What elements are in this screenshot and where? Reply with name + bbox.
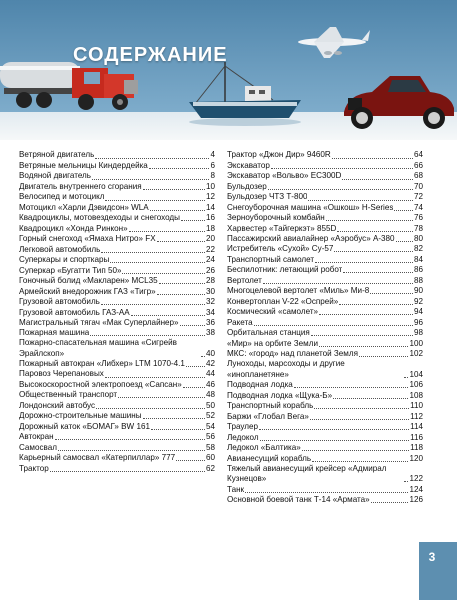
- toc-entry-page: 110: [410, 401, 423, 411]
- toc-entry-page: 30: [205, 286, 215, 296]
- toc-entry-page: 90: [413, 286, 423, 296]
- toc-entry-title: «Мир» на орбите Земли: [227, 338, 318, 348]
- toc-entry-page: 18: [205, 223, 215, 233]
- page-number: 3: [428, 550, 436, 564]
- toc-entry-title: Транспортный корабль: [227, 401, 314, 411]
- toc-entry-title: Трактор: [19, 463, 49, 473]
- toc-entry[interactable]: [19, 463, 215, 474]
- toc-dot-leader: [131, 315, 205, 316]
- toc-entry-title: Паровоз Черепановых: [19, 369, 104, 379]
- toc-entry[interactable]: [227, 286, 423, 297]
- toc-dot-leader: [359, 356, 409, 357]
- toc-dot-leader: [310, 419, 409, 420]
- toc-entry-title: Истребитель «Сухой» Су-57: [227, 244, 334, 254]
- toc-entry-title: Пожарно-спасательная машина «Сигрейв Эрайлскоп»: [19, 338, 177, 358]
- toc-entry-title: Подводная лодка «Щука-Б»: [227, 390, 333, 400]
- toc-left-column: [19, 150, 215, 474]
- toc-entry[interactable]: [19, 390, 215, 401]
- toc-entry[interactable]: [19, 244, 215, 255]
- toc-entry-title: Авианесущий корабль: [227, 453, 312, 463]
- header-banner: [0, 0, 457, 140]
- toc-entry-title: Беспилотник: летающий робот: [227, 265, 343, 275]
- toc-entry-page: 28: [205, 276, 215, 285]
- toc-entry[interactable]: [19, 400, 215, 411]
- toc-dot-leader: [271, 168, 413, 169]
- toc-dot-leader: [101, 304, 205, 305]
- toc-entry-title: Гоночный болид «Макларен» MCL35: [19, 276, 158, 285]
- toc-entry-page: 20: [205, 234, 215, 243]
- toc-entry-page: 98: [413, 328, 423, 338]
- toc-entry-title: Ледокол «Балтика»: [227, 443, 301, 453]
- toc-entry-page: 74: [413, 202, 423, 212]
- toc-entry-title: Транспортный самолет: [227, 254, 315, 264]
- toc-entry-page: 36: [205, 317, 215, 327]
- toc-dot-leader: [96, 408, 205, 409]
- toc-entry-page: 86: [413, 265, 423, 275]
- toc-entry-page: 72: [413, 192, 423, 202]
- toc-entry[interactable]: [19, 421, 215, 432]
- toc-entry[interactable]: [227, 265, 423, 276]
- toc-entry-page: 68: [413, 171, 423, 181]
- toc-entry-page: 84: [413, 254, 423, 264]
- toc-dot-leader: [371, 502, 409, 503]
- toc-entry[interactable]: [227, 390, 423, 401]
- toc-entry[interactable]: [227, 401, 423, 412]
- toc-dot-leader: [58, 450, 205, 451]
- toc-dot-leader: [337, 231, 413, 232]
- toc-entry[interactable]: [227, 192, 423, 203]
- toc-entry-page: 38: [205, 328, 215, 338]
- toc-dot-leader: [333, 398, 408, 399]
- toc-entry-title: Бульдозер: [227, 181, 267, 191]
- toc-entry[interactable]: [19, 192, 215, 203]
- toc-dot-leader: [176, 460, 205, 461]
- toc-dot-leader: [263, 283, 413, 284]
- toc-entry-page: 52: [205, 411, 215, 421]
- toc-entry-title: Трактор «Джон Дир» 9460R: [227, 150, 331, 160]
- toc-entry-page: 122: [409, 474, 423, 484]
- toc-entry-page: 116: [410, 432, 423, 442]
- toc-entry-title: Пожарная машина: [19, 328, 90, 338]
- toc-entry[interactable]: [19, 171, 215, 182]
- toc-entry-page: 120: [409, 453, 423, 463]
- toc-entry-page: 26: [205, 265, 215, 275]
- toc-entry-page: 14: [205, 202, 215, 212]
- toc-entry-page: 24: [205, 255, 215, 264]
- toc-dot-leader: [150, 210, 205, 211]
- toc-entry[interactable]: [227, 182, 423, 193]
- toc-dot-leader: [118, 397, 205, 398]
- toc-dot-leader: [149, 168, 210, 169]
- toc-entry-title: МКС: «город» над планетой Земля: [227, 349, 358, 359]
- toc-entry-title: Суперкары и спорткары: [19, 255, 110, 264]
- toc-entry-title: Космический «самолет»: [227, 307, 319, 317]
- toc-entry-title: Луноходы, марсоходы и другие «инопланетяне»: [227, 359, 345, 379]
- toc-entry[interactable]: [227, 349, 423, 360]
- toc-entry[interactable]: [19, 276, 215, 287]
- toc-entry-page: 46: [205, 379, 215, 389]
- toc-entry-title: Траулер: [227, 422, 258, 432]
- toc-dot-leader: [312, 461, 408, 462]
- toc-dot-leader: [105, 200, 205, 201]
- toc-entry-title: Бульдозер ЧТЗ Т-800: [227, 192, 308, 202]
- toc-entry[interactable]: [19, 307, 215, 318]
- toc-entry[interactable]: [227, 411, 423, 422]
- toc-entry-title: Высокоскоростной электропоезд «Сапсан»: [19, 379, 182, 389]
- toc-entry-title: Снегоуборочная машина «Ошкош» H-Series: [227, 202, 394, 212]
- toc-dot-leader: [110, 262, 205, 263]
- trawler-illustration: [185, 60, 305, 135]
- toc-entry[interactable]: [227, 254, 423, 265]
- toc-entry-title: Армейский внедорожник ГАЗ «Тигр»: [19, 286, 156, 296]
- toc-entry-title: Многоцелевой вертолет «Миль» Ми-8: [227, 286, 370, 296]
- toc-entry[interactable]: [19, 297, 215, 308]
- toc-entry-page: 114: [410, 422, 423, 432]
- toc-dot-leader: [343, 272, 413, 273]
- toc-entry-title: Двигатель внутреннего сгорания: [19, 181, 142, 191]
- toc-dot-leader: [334, 251, 413, 252]
- toc-dot-leader: [122, 273, 205, 274]
- toc-entry-title: Экскаватор «Вольво» EC300D: [227, 171, 342, 181]
- toc-entry-title: Харвестер «Тайгеркэт» 855D: [227, 223, 337, 233]
- toc-entry-page: 94: [413, 307, 423, 317]
- toc-dot-leader: [394, 210, 413, 211]
- toc-dot-leader: [183, 387, 205, 388]
- toc-dot-leader: [151, 429, 205, 430]
- toc-entry[interactable]: [19, 328, 215, 339]
- toc-entry-title: Лондонский автобус: [19, 400, 96, 410]
- toc-dot-leader: [157, 294, 205, 295]
- toc-entry-title: Дорожно-строительные машины: [19, 411, 142, 421]
- toc-dot-leader: [294, 387, 409, 388]
- toc-entry-page: 4: [210, 150, 215, 160]
- toc-entry[interactable]: [227, 161, 423, 172]
- toc-dot-leader: [319, 346, 409, 347]
- toc-dot-leader: [259, 429, 409, 430]
- toc-dot-leader: [186, 366, 205, 367]
- toc-entry-title: Мотоцикл «Харли Дэвидсон» WLA: [19, 202, 149, 212]
- toc-entry-title: Суперкар «Бугатти Тип 50»: [19, 265, 122, 275]
- toc-entry-page: 56: [205, 432, 215, 442]
- toc-dot-leader: [181, 220, 205, 221]
- toc-entry[interactable]: [19, 453, 215, 464]
- toc-entry-title: Квадроциклы, мотовездеходы и снегоходы: [19, 213, 180, 222]
- toc-entry[interactable]: [227, 484, 423, 495]
- toc-entry[interactable]: [227, 244, 423, 255]
- vintage-car-illustration: [338, 68, 457, 134]
- toc-entry-page: 82: [413, 244, 423, 254]
- toc-entry-title: Грузовой автомобиль: [19, 297, 100, 306]
- toc-entry-title: Ледокол: [227, 432, 259, 442]
- toc-entry-page: 92: [413, 296, 423, 306]
- toc-entry-page: 12: [205, 192, 215, 202]
- toc-entry-page: 124: [409, 484, 423, 494]
- toc-entry[interactable]: [227, 317, 423, 328]
- toc-entry-page: 70: [413, 181, 423, 191]
- toc-entry-page: 10: [205, 181, 215, 191]
- toc-dot-leader: [302, 450, 409, 451]
- toc-entry-page: 32: [205, 297, 215, 306]
- toc-entry-title: Легковой автомобиль: [19, 244, 101, 254]
- toc-dot-leader: [157, 241, 205, 242]
- toc-entry-page: 96: [413, 317, 423, 327]
- airplane-illustration: [292, 22, 372, 62]
- toc-dot-leader: [268, 189, 413, 190]
- toc-entry[interactable]: [19, 338, 215, 358]
- toc-entry-page: 50: [205, 400, 215, 410]
- toc-dot-leader: [396, 241, 413, 242]
- toc-entry-title: Горный снегоход «Ямаха Нитро» FX: [19, 234, 156, 243]
- toc-entry-page: 22: [205, 244, 215, 254]
- toc-entry[interactable]: [227, 380, 423, 391]
- toc-entry[interactable]: [227, 296, 423, 307]
- toc-entry-page: 104: [409, 369, 423, 379]
- toc-entry[interactable]: [227, 234, 423, 244]
- toc-dot-leader: [90, 335, 205, 336]
- toc-entry-page: 60: [205, 453, 215, 463]
- toc-entry-title: Баржи «Глобал Вега»: [227, 411, 309, 421]
- toc-entry[interactable]: [19, 359, 215, 369]
- toc-entry[interactable]: [19, 442, 215, 453]
- toc-entry[interactable]: [227, 150, 423, 161]
- toc-entry-title: Конвертоплан V-22 «Оспрей»: [227, 296, 339, 306]
- toc-entry-title: Велосипед и мотоцикл: [19, 192, 105, 202]
- toc-entry[interactable]: [19, 203, 215, 214]
- toc-entry[interactable]: [227, 464, 423, 484]
- toc-entry-page: 42: [205, 358, 215, 368]
- page-title: СОДЕРЖАНИЕ: [73, 44, 228, 66]
- toc-entry-page: 66: [413, 160, 423, 170]
- toc-dot-leader: [315, 262, 413, 263]
- toc-entry[interactable]: [227, 338, 423, 349]
- toc-entry-title: Ракета: [227, 317, 253, 327]
- toc-entry-page: 102: [409, 349, 423, 359]
- toc-entry[interactable]: [19, 150, 215, 161]
- toc-entry-page: 88: [413, 275, 423, 285]
- toc-entry-page: 48: [205, 390, 215, 400]
- toc-dot-leader: [339, 304, 413, 305]
- toc-entry-page: 80: [413, 233, 423, 243]
- toc-entry-page: 64: [413, 150, 423, 160]
- toc-entry[interactable]: [227, 307, 423, 318]
- toc-entry[interactable]: [19, 223, 215, 234]
- toc-entry-title: Вертолет: [227, 275, 262, 285]
- toc-dot-leader: [105, 377, 205, 378]
- toc-dot-leader: [50, 471, 205, 472]
- toc-entry[interactable]: [227, 495, 423, 506]
- toc-entry-title: Пассажирский авиалайнер «Аэробус» А-380: [227, 233, 395, 243]
- toc-entry-page: 8: [210, 171, 215, 181]
- toc-dot-leader: [404, 377, 408, 378]
- toc-entry-title: Экскаватор: [227, 160, 270, 170]
- toc-entry[interactable]: [19, 255, 215, 266]
- toc-entry-title: Основной боевой танк Т-14 «Армата»: [227, 495, 370, 505]
- toc-entry-title: Водяной двигатель: [19, 171, 91, 181]
- toc-entry[interactable]: [227, 328, 423, 339]
- toc-entry[interactable]: [227, 453, 423, 464]
- toc-dot-leader: [370, 293, 413, 294]
- page-number-tab: [407, 542, 457, 600]
- toc-entry[interactable]: [19, 234, 215, 245]
- toc-dot-leader: [311, 335, 413, 336]
- toc-entry-title: Грузовой автомобиль ГАЗ-АА: [19, 307, 130, 317]
- toc-entry[interactable]: [19, 369, 215, 380]
- toc-entry-page: 6: [210, 160, 215, 170]
- toc-entry-title: Квадроцикл «Хонда Ринкон»: [19, 223, 128, 233]
- toc-dot-leader: [95, 158, 209, 159]
- toc-dot-leader: [129, 231, 205, 232]
- toc-entry-page: 100: [409, 338, 423, 348]
- toc-entry[interactable]: [19, 182, 215, 193]
- toc-entry[interactable]: [19, 380, 215, 390]
- toc-entry[interactable]: [227, 171, 423, 182]
- toc-entry-title: Общественный транспорт: [19, 390, 118, 400]
- toc-entry-title: Карьерный самосвал «Катерпиллар» 777: [19, 453, 176, 463]
- toc-entry-page: 106: [409, 380, 423, 390]
- toc-dot-leader: [92, 179, 209, 180]
- toc-entry-title: Дорожный каток «БОМАГ» BW 161: [19, 421, 150, 431]
- toc-entry-title: Магистральный тягач «Мак Суперлайнер»: [19, 317, 179, 327]
- toc-dot-leader: [319, 314, 413, 315]
- toc-entry-page: 126: [409, 495, 423, 505]
- toc-entry-title: Ветряной двигатель: [19, 150, 95, 160]
- toc-entry[interactable]: [19, 411, 215, 422]
- toc-entry[interactable]: [19, 161, 215, 172]
- toc-entry[interactable]: [19, 318, 215, 328]
- toc-dot-leader: [180, 325, 205, 326]
- toc-entry-title: Пожарный автокран «Либхер» LTM 1070-4.1: [19, 358, 185, 368]
- toc-entry[interactable]: [19, 265, 215, 276]
- toc-entry-title: Орбитальная станция: [227, 328, 310, 338]
- toc-entry-page: 40: [205, 348, 215, 358]
- toc-dot-leader: [326, 220, 413, 221]
- toc-entry[interactable]: [227, 422, 423, 433]
- toc-right-column: [227, 150, 423, 505]
- toc-entry-title: Тяжелый авианесущий крейсер «Адмирал Кузнецов»: [227, 463, 387, 484]
- toc-dot-leader: [101, 252, 205, 253]
- toc-dot-leader: [254, 325, 413, 326]
- toc-entry-title: Зерноуборочный комбайн: [227, 213, 325, 222]
- toc-entry-page: 108: [409, 390, 423, 400]
- toc-entry-page: 16: [205, 213, 215, 222]
- toc-dot-leader: [159, 283, 205, 284]
- toc-entry[interactable]: [227, 432, 423, 443]
- toc-dot-leader: [332, 158, 413, 159]
- toc-entry-title: Танк: [227, 484, 245, 494]
- tanker-truck-illustration: [0, 52, 140, 122]
- toc-entry[interactable]: [19, 432, 215, 443]
- toc-entry-page: 62: [205, 463, 215, 473]
- toc-entry[interactable]: [227, 213, 423, 224]
- toc-dot-leader: [342, 179, 413, 180]
- toc-dot-leader: [143, 418, 205, 419]
- toc-entry-title: Подводная лодка: [227, 380, 293, 390]
- toc-entry-page: 58: [205, 442, 215, 452]
- toc-entry-page: 112: [410, 411, 423, 421]
- toc-entry-page: 78: [413, 223, 423, 233]
- toc-entry-title: Ветряные мельницы Киндердейка: [19, 160, 148, 170]
- toc-entry[interactable]: [227, 223, 423, 234]
- toc-entry[interactable]: [227, 359, 423, 379]
- toc-entry[interactable]: [19, 286, 215, 297]
- toc-entry[interactable]: [227, 443, 423, 454]
- toc-entry[interactable]: [19, 213, 215, 223]
- toc-dot-leader: [308, 200, 413, 201]
- toc-dot-leader: [260, 440, 410, 441]
- toc-entry-page: 34: [205, 307, 215, 317]
- toc-entry-page: 118: [410, 443, 423, 453]
- toc-dot-leader: [245, 492, 408, 493]
- toc-dot-leader: [143, 189, 205, 190]
- toc-entry-page: 44: [205, 369, 215, 379]
- toc-entry-title: Автокран: [19, 432, 54, 442]
- toc-dot-leader: [404, 481, 408, 482]
- toc-entry-page: 54: [205, 421, 215, 431]
- toc-entry[interactable]: [227, 275, 423, 286]
- toc-entry-page: 76: [413, 213, 423, 222]
- toc-dot-leader: [55, 439, 205, 440]
- toc-dot-leader: [201, 356, 205, 357]
- toc-dot-leader: [314, 408, 409, 409]
- toc-entry-title: Самосвал: [19, 442, 57, 452]
- toc-entry[interactable]: [227, 203, 423, 213]
